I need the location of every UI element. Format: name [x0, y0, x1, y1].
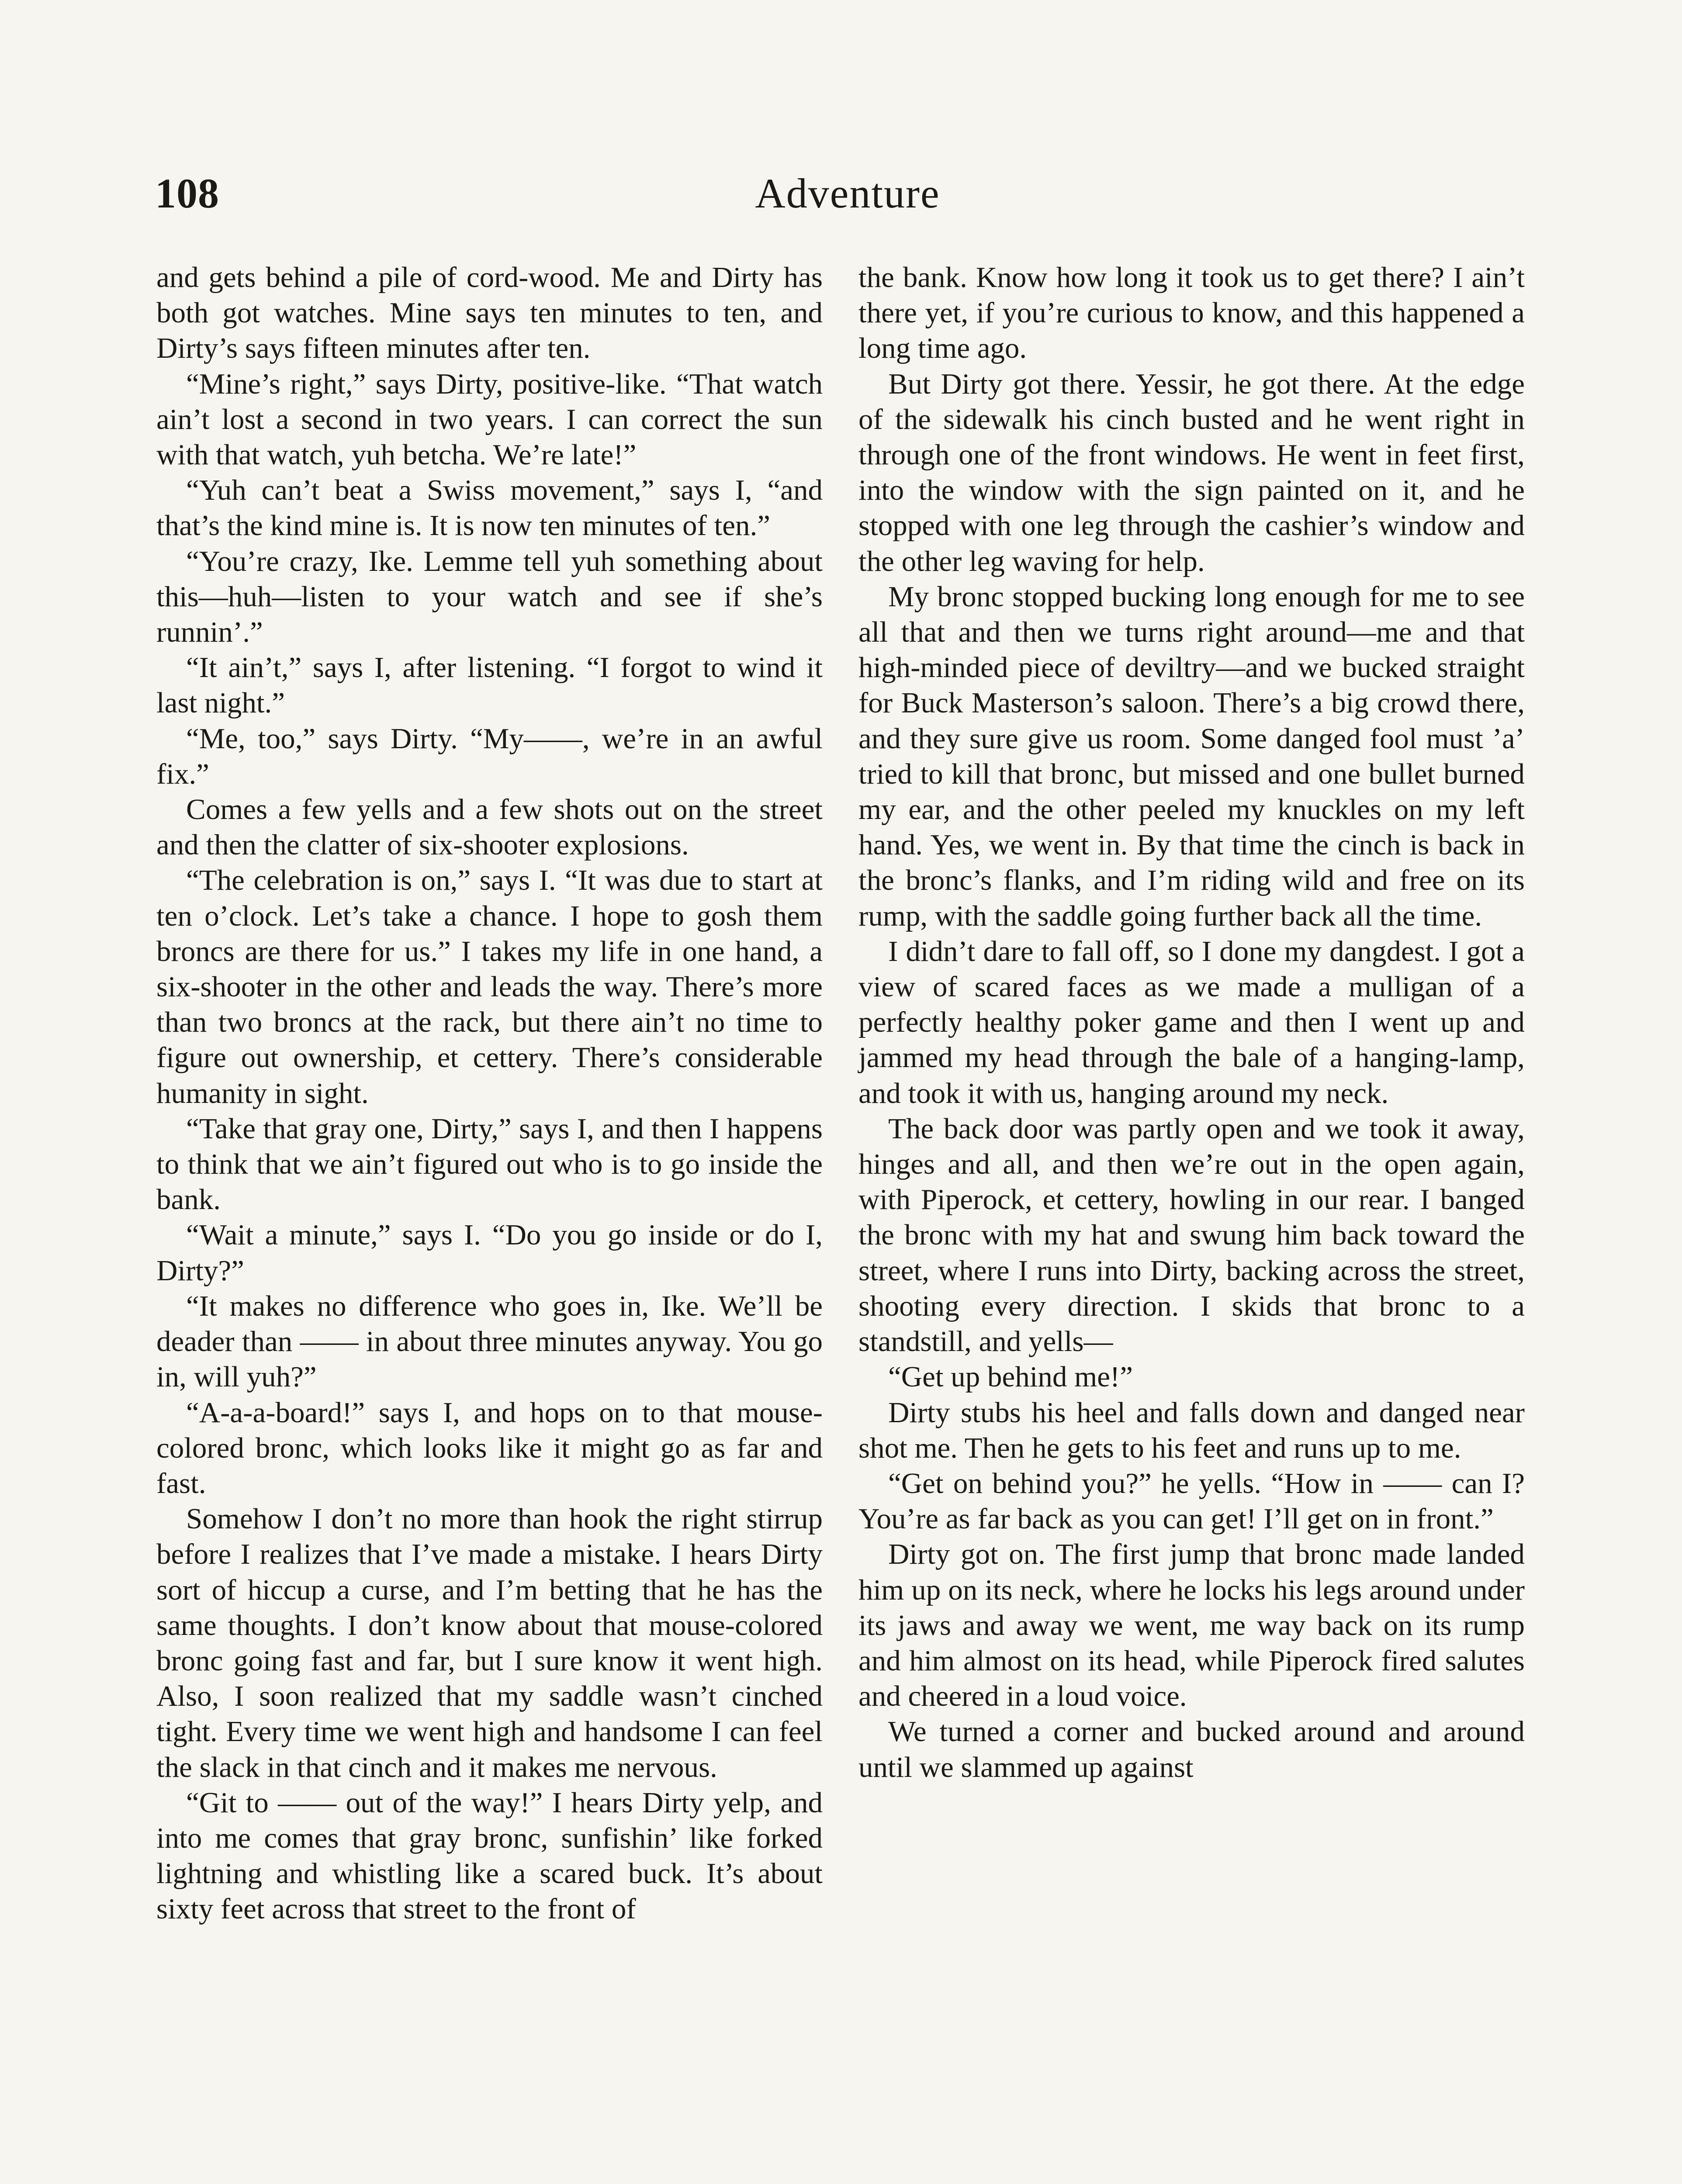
paragraph: “Yuh can’t beat a Swiss movement,” says I, “and that’s the kind mine is. It is now ten minutes of ten.”	[156, 474, 823, 542]
paragraph: “You’re crazy, Ike. Lemme tell yuh something about this—huh—listen to your watch and see if she’s runnin’.”	[156, 545, 823, 649]
right-column	[858, 260, 1525, 1785]
paragraph: “It makes no difference who goes in, Ike. We’ll be deader than —— in about three minutes anyway. You go in, will yuh?”	[156, 1289, 823, 1393]
paragraph: Dirty stubs his heel and falls down and danged near shot me. Then he gets to his feet and runs up to me.	[858, 1396, 1525, 1464]
paragraph: Dirty got on. The first jump that bronc made landed him up on its neck, where he locks his legs around under its jaws and away we went, me way back on its rump and him almost on its head, while Piperock fired salutes and cheered in a loud voice.	[858, 1538, 1525, 1713]
paragraph: “The celebration is on,” says I. “It was due to start at ten o’clock. Let’s take a chance. I hope to gosh them broncs are there for us.” I takes my life in one hand, a six-shooter in the other and leads the way. There’s more than two broncs at the rack, but there ain’t no time to figure out ownership, et cettery. There’s considerable humanity in sight.	[156, 864, 823, 1109]
paragraph: “Get up behind me!”	[888, 1361, 1133, 1393]
paragraph: Comes a few yells and a few shots out on the street and then the clatter of six-shooter explosions.	[156, 793, 823, 861]
paragraph: “Git to —— out of the way!” I hears Dirty yelp, and into me comes that gray bronc, sunfishin’ like forked lightning and whistling like a scared buck. It’s about sixty feet across that street to the front of	[156, 1786, 823, 1925]
paragraph: “Get on behind you?” he yells. “How in —— can I? You’re as far back as you can get! I’ll get on in front.”	[858, 1467, 1525, 1535]
running-head: Adventure	[755, 170, 940, 217]
paragraph: “Wait a minute,” says I. “Do you go inside or do I, Dirty?”	[156, 1219, 823, 1287]
paragraph: We turned a corner and bucked around and around until we slammed up against	[858, 1715, 1525, 1783]
paragraph: “Mine’s right,” says Dirty, positive-like. “That watch ain’t lost a second in two years. I can correct the sun with that watch, yuh betcha. We’re late!”	[156, 367, 823, 471]
paragraph: the bank. Know how long it took us to get there? I ain’t there yet, if you’re curious to know, and this happened a long time ago.	[858, 261, 1525, 365]
paragraph: Somehow I don’t no more than hook the right stirrup before I realizes that I’ve made a mistake. I hears Dirty sort of hiccup a curse, and I’m betting that he has the same thoughts. I don’t know about that mouse-colored bronc going fast and far, but I sure know it went high. Also, I soon realized that my saddle wasn’t cinched tight. Every time we went high and handsome I can feel the slack in that cinch and it makes me nervous.	[156, 1503, 823, 1783]
paragraph: and gets behind a pile of cord-wood. Me and Dirty has both got watches. Mine says ten minutes to ten, and Dirty’s says fifteen minutes after ten.	[156, 261, 823, 365]
page-number: 108	[155, 170, 219, 217]
paragraph: “Me, too,” says Dirty. “My——, we’re in an awful fix.”	[156, 722, 823, 790]
paragraph: “It ain’t,” says I, after listening. “I forgot to wind it last night.”	[156, 651, 823, 719]
paragraph: I didn’t dare to fall off, so I done my dangdest. I got a view of scared faces as we made a mulligan of a perfectly healthy poker game and then I went up and jammed my head through the bale of a hanging-lamp, and took it with us, hanging around my neck.	[858, 935, 1525, 1109]
paragraph: But Dirty got there. Yessir, he got there. At the edge of the sidewalk his cinch busted and he went right in through one of the front windows. He went in feet first, into the window with the sign painted on it, and he stopped with one leg through the cashier’s window and the other leg waving for help.	[858, 367, 1525, 577]
paragraph: “A-a-a-board!” says I, and hops on to that mouse-colored bronc, which looks like it might go as far and fast.	[156, 1396, 823, 1500]
paragraph: The back door was partly open and we took it away, hinges and all, and then we’re out in the open again, with Piperock, et cettery, howling in our rear. I banged the bronc with my hat and swung him back toward the street, where I runs into Dirty, backing across the street, shooting every direction. I skids that bronc to a standstill, and yells—	[858, 1112, 1525, 1358]
paragraph: My bronc stopped bucking long enough for me to see all that and then we turns right around—me and that high-minded piece of deviltry—and we bucked straight for Buck Masterson’s saloon. There’s a big crowd there, and they sure give us room. Some danged fool must ’a’ tried to kill that bronc, but missed and one bullet burned my ear, and the other peeled my knuckles on my left hand. Yes, we went in. By that time the cinch is back in the bronc’s flanks, and I’m riding wild and free on its rump, with the saddle going further back all the time.	[858, 580, 1525, 932]
left-column	[156, 260, 823, 1927]
page-header	[155, 165, 1540, 222]
paragraph: “Take that gray one, Dirty,” says I, and then I happens to think that we ain’t figured out who is to go inside the bank.	[156, 1112, 823, 1216]
